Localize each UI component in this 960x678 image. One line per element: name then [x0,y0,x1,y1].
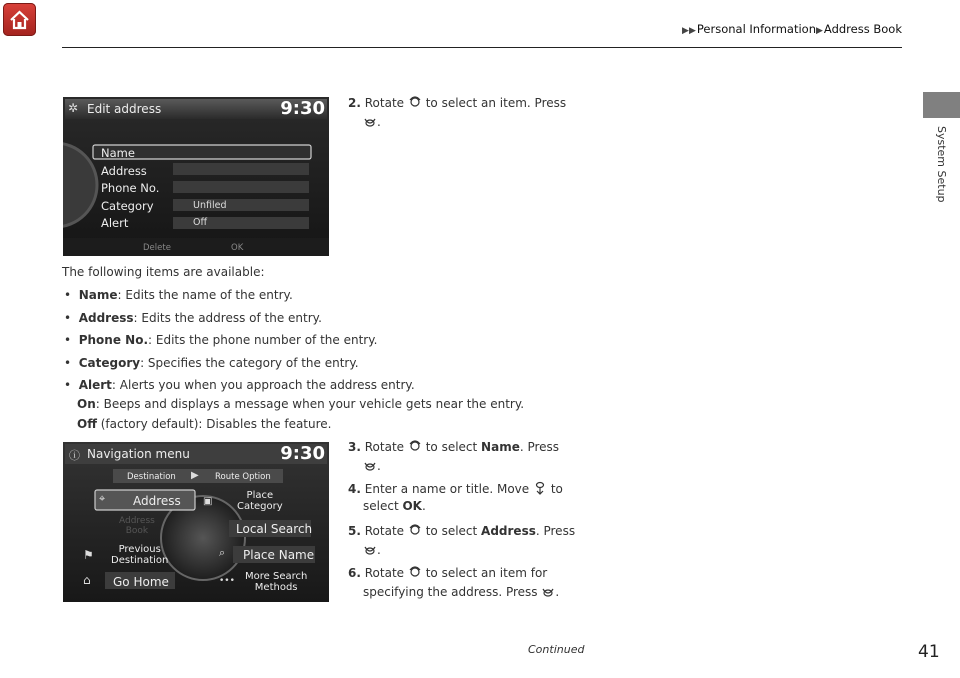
map-pin-icon: ⌖ [99,492,106,505]
menu-local-search[interactable]: Local Search [236,522,313,536]
breadcrumb-item[interactable]: Personal Information [696,22,816,36]
screen-title: Edit address [87,102,162,116]
menu-go-home[interactable]: Go Home [113,575,169,589]
page-number: 41 [918,642,940,662]
alert-option-off: Off (factory default): Disables the feature. [77,417,332,431]
edit-address-screen [63,97,329,256]
tab-destination[interactable]: Destination [127,472,176,482]
step-6-line2: specifying the address. Press . [363,585,560,599]
step-2-line2: . [363,114,381,129]
side-tab-marker [923,92,960,118]
list-item-phone: • Phone No.: Edits the phone number of the entry. [64,333,378,347]
home-icon [3,3,36,36]
home-button[interactable] [3,3,36,36]
list-item-name: • Name: Edits the name of the entry. [64,288,293,302]
list-item-category: • Category: Specifies the category of the entry. [64,356,359,370]
items-intro: The following items are available: [62,265,265,279]
alert-option-on: On: Beeps and displays a message when your vehicle gets near the entry. [77,397,525,411]
selector-knob-press-icon [363,542,377,556]
clock: 9:30 [280,98,325,119]
selector-knob-rotate-icon [408,565,422,579]
category-value: Unfiled [193,200,227,211]
breadcrumb-arrow-icon: ▶▶ [682,26,696,36]
menu-row-alert[interactable]: Alert [101,216,129,230]
side-tab-label: System Setup [935,126,948,203]
selector-knob-rotate-icon [408,439,422,453]
step-3: 3. Rotate to select Name. Press [348,440,560,454]
list-item-alert: • Alert: Alerts you when you approach the address entry. [64,378,415,392]
breadcrumb-arrow-icon: ▶ [816,26,823,36]
menu-row-name[interactable]: Name [101,146,135,160]
step-5: 5. Rotate to select Address. Press [348,524,576,538]
step-2: 2. Rotate to select an item. Press [348,96,567,110]
screen-title: Navigation menu [87,447,190,461]
category-icon: ▣ [203,496,213,507]
continued-label: Continued [528,643,585,656]
alert-value: Off [193,217,208,228]
header-rule [62,47,902,48]
step-6: 6. Rotate to select an item for [348,566,548,580]
menu-more-search-methods[interactable]: More Search Methods [245,571,308,593]
selector-knob-press-icon [363,458,377,472]
step-4-line2: select OK. [363,499,426,513]
menu-address[interactable]: Address [133,494,181,508]
selector-knob-press-icon [541,584,555,598]
menu-place-name[interactable]: Place Name [243,548,315,562]
navigation-menu-screen [63,442,329,602]
selector-knob-press-icon [363,114,377,128]
selector-knob-move-icon [533,481,547,495]
gear-icon: ✲ [68,101,79,115]
clock: 9:30 [280,443,325,464]
menu-place-category[interactable]: Place Category [237,490,283,512]
search-icon: ⌕ [219,546,226,559]
step-4: 4. Enter a name or title. Move to [348,482,563,496]
menu-previous-destination[interactable]: Previous Destination [111,544,169,566]
ok-button[interactable]: OK [231,243,244,253]
breadcrumb-item[interactable]: Address Book [823,22,902,36]
breadcrumb [682,22,902,36]
list-item-address: • Address: Edits the address of the entry. [64,311,322,325]
menu-row-category[interactable]: Category [101,199,154,213]
home-icon: ⌂ [83,573,91,587]
selector-knob-rotate-icon [408,523,422,537]
more-icon: ••• [219,576,235,586]
step-3-line2: . [363,458,381,473]
flag-icon: ⚑ [83,548,94,562]
selector-knob-rotate-icon [408,95,422,109]
step-5-line2: . [363,542,381,557]
delete-button[interactable]: Delete [143,243,171,253]
tab-route-option[interactable]: Route Option [215,472,271,482]
tab-arrow-icon: ▶ [191,470,199,481]
menu-row-phone[interactable]: Phone No. [101,181,160,195]
info-icon: ⓘ [69,449,80,462]
menu-row-address[interactable]: Address [101,164,147,178]
menu-address-book[interactable]: Address Book [119,516,155,536]
